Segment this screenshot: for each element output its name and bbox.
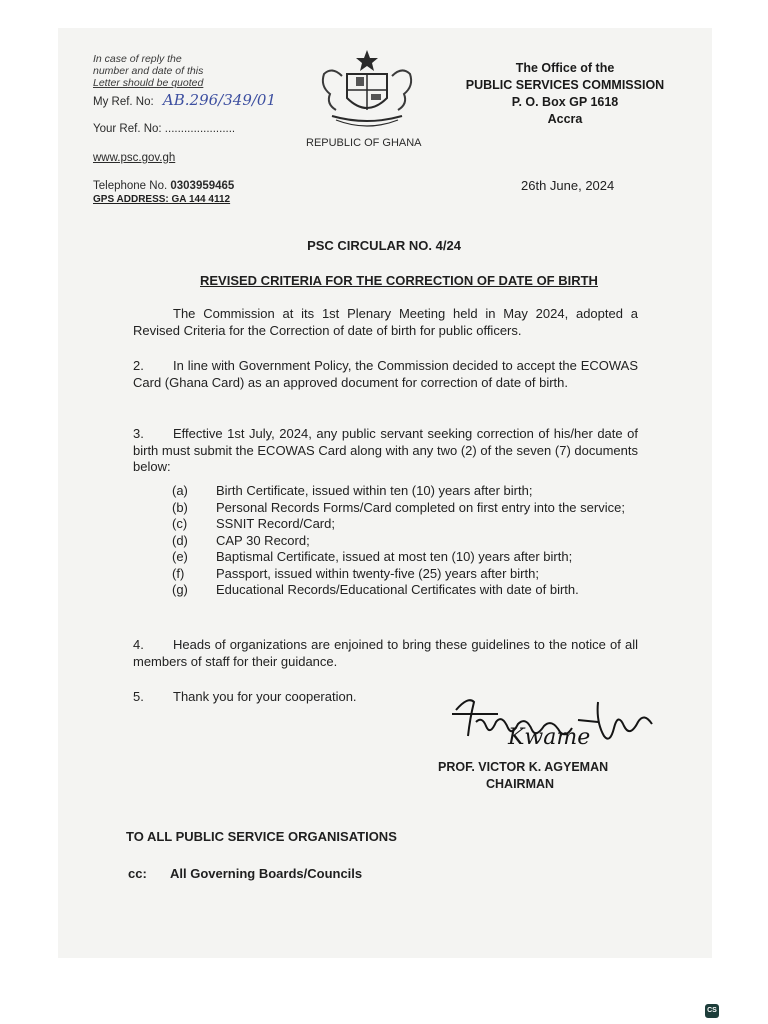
list-item-text: Baptismal Certificate, issued at most ten (10) years after birth; <box>216 549 573 564</box>
telephone-number: 0303959465 <box>170 180 235 192</box>
reply-note-line-3: Letter should be quoted <box>93 77 204 89</box>
paragraph-2-text: In line with Government Policy, the Commission decided to accept the ECOWAS Card (Ghana Card) as an approved document for correction of date of birth. <box>133 358 638 390</box>
country-name: REPUBLIC OF GHANA <box>306 137 422 149</box>
signatory-name: PROF. VICTOR K. AGYEMAN <box>438 760 609 774</box>
list-item-mark: (g) <box>172 582 188 597</box>
coat-of-arms-icon <box>312 46 422 136</box>
signatory-title: CHAIRMAN <box>486 777 555 791</box>
office-line-1: The Office of the <box>515 61 615 75</box>
list-item-mark: (d) <box>172 532 188 548</box>
office-line-4: Accra <box>547 112 583 126</box>
telephone <box>93 180 234 192</box>
list-item-text: Passport, issued within twenty-five (25) years after birth; <box>216 565 539 581</box>
paragraph-3 <box>133 426 638 476</box>
my-ref-handwritten: AB.296/349/01 <box>162 91 277 109</box>
paragraph-1: The Commission at its 1st Plenary Meeting held in May 2024, adopted a Revised Criteria for the Correction of date of birth for public officers. <box>133 306 638 338</box>
my-ref-label: My Ref. No: <box>93 96 154 108</box>
paragraph-4 <box>133 637 638 670</box>
list-item-text: Birth Certificate, issued within ten (10) years after birth; <box>216 483 533 498</box>
telephone-label: Telephone No. <box>93 180 168 192</box>
paragraph-4-number: 4. <box>133 637 144 652</box>
paragraph-3-text: Effective 1st July, 2024, any public servant seeking correction of his/her date of birth must submit the ECOWAS Card along with any two (2) of the seven (7) documents below: <box>133 426 638 474</box>
camscanner-logo-icon: CS <box>705 1004 719 1018</box>
list-item-mark: (b) <box>172 499 188 515</box>
signature-text: Kwame <box>508 725 591 750</box>
list-item-text: CAP 30 Record; <box>216 532 310 548</box>
paragraph-3-number: 3. <box>133 426 144 441</box>
reply-note-line-2: number and date of this <box>93 65 204 77</box>
office-line-3: P. O. Box GP 1618 <box>511 95 619 109</box>
paragraph-2 <box>133 358 638 391</box>
distribution-to: TO ALL PUBLIC SERVICE ORGANISATIONS <box>126 829 397 844</box>
office-line-2: PUBLIC SERVICES COMMISSION <box>465 78 665 92</box>
circular-number: PSC CIRCULAR NO. 4/24 <box>307 238 461 253</box>
cc-value: All Governing Boards/Councils <box>170 866 363 881</box>
list-item <box>172 516 638 533</box>
list-item-text: SSNIT Record/Card; <box>216 516 335 531</box>
list-item <box>172 566 638 583</box>
list-item <box>172 500 638 517</box>
paragraph-5-text: Thank you for your cooperation. <box>173 689 357 704</box>
distribution-cc <box>128 866 362 881</box>
website-link: www.psc.gov.gh <box>93 152 176 164</box>
list-item <box>172 483 638 500</box>
list-item-mark: (c) <box>172 516 188 531</box>
list-item <box>172 533 638 550</box>
list-item <box>172 549 638 566</box>
your-ref: Your Ref. No: ...................... <box>93 123 236 135</box>
list-item-mark: (f) <box>172 565 185 581</box>
documents-list <box>172 483 638 599</box>
list-item-mark: (a) <box>172 483 188 498</box>
list-item-text: Educational Records/Educational Certificates with date of birth. <box>216 582 579 597</box>
gps-address: GPS ADDRESS: GA 144 4112 <box>93 194 231 205</box>
reply-note <box>93 53 263 89</box>
my-ref <box>93 91 276 109</box>
paragraph-4-text: Heads of organizations are enjoined to bring these guidelines to the notice of all members of staff for their guidance. <box>133 637 638 669</box>
paragraph-5-number: 5. <box>133 689 144 704</box>
signature-image <box>448 692 658 754</box>
list-item-mark: (e) <box>172 549 188 564</box>
paragraph-2-number: 2. <box>133 358 144 373</box>
cc-label: cc: <box>128 866 147 881</box>
letter-date: 26th June, 2024 <box>521 178 615 193</box>
reply-note-line-1: In case of reply the <box>93 53 182 65</box>
office-address <box>460 60 670 128</box>
list-item <box>172 582 638 599</box>
circular-title: REVISED CRITERIA FOR THE CORRECTION OF DATE OF BIRTH <box>200 273 598 288</box>
list-item-text: Personal Records Forms/Card completed on first entry into the service; <box>216 499 625 515</box>
